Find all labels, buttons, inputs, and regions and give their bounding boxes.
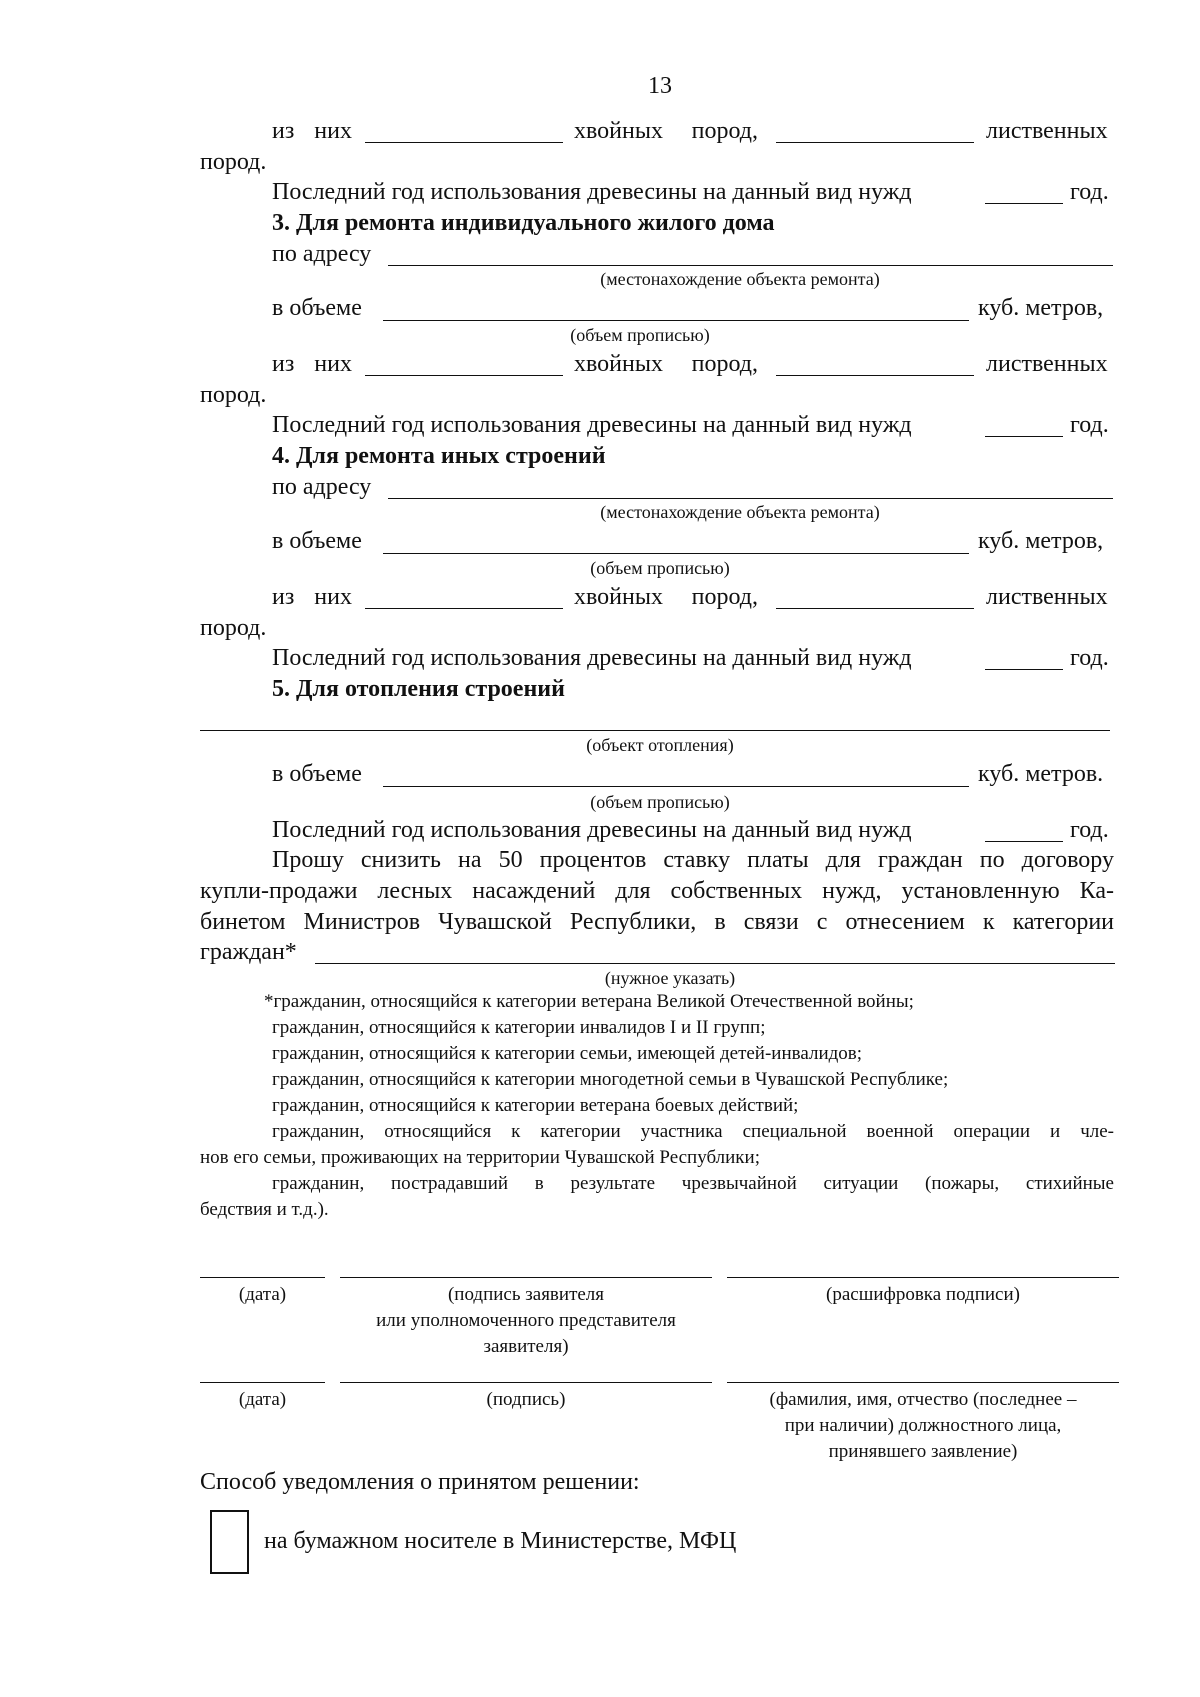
s3-hvoinyh: хвойных пород, <box>574 351 758 377</box>
s4-hint-volume: (объем прописью) <box>590 558 730 578</box>
top-listvennyh: лиственных <box>986 118 1108 144</box>
applicant-signature-label-2: или уполномоченного представителя <box>376 1310 676 1331</box>
official-name-label-3: принявшего заявление) <box>828 1441 1018 1462</box>
section-4-heading: 4. Для ремонта иных строений <box>272 443 606 469</box>
signature-decode-field[interactable] <box>727 1277 1119 1278</box>
category-field[interactable] <box>315 963 1115 964</box>
s3-v-obeme: в объеме <box>272 295 362 321</box>
s3-porod: пород. <box>200 382 267 408</box>
s4-volume-field[interactable] <box>383 553 969 554</box>
s3-hint-location: (местонахождение объекта ремонта) <box>600 269 880 289</box>
applicant-signature-field[interactable] <box>340 1277 712 1278</box>
s3-po-adresu: по адресу <box>272 241 372 267</box>
footnote-6a: гражданин, относящийся к категории участника специальной военной операции и чле- <box>272 1121 1114 1142</box>
s4-hvoinyh: хвойных пород, <box>574 584 758 610</box>
top-conifer-field[interactable] <box>365 142 563 143</box>
footnote-1: *гражданин, относящийся к категории ветерана Великой Отечественной войны; <box>264 991 914 1012</box>
footnote-2: гражданин, относящийся к категории инвалидов I и II групп; <box>272 1017 766 1038</box>
top-year-field[interactable] <box>985 203 1063 204</box>
footnote-4: гражданин, относящийся к категории многодетной семьи в Чувашской Республике; <box>272 1069 949 1090</box>
s4-po-adresu: по адресу <box>272 474 372 500</box>
s3-conifer-field[interactable] <box>365 375 563 376</box>
footnote-5: гражданин, относящийся к категории ветерана боевых действий; <box>272 1095 799 1116</box>
s3-kub: куб. метров, <box>978 295 1104 321</box>
s3-iz-nih: из них <box>272 351 352 377</box>
top-iz-nih: из них <box>272 118 352 144</box>
s4-porod: пород. <box>200 615 267 641</box>
page-number: 13 <box>648 73 672 99</box>
footnote-7a: гражданин, пострадавший в результате чрезвычайной ситуации (пожары, стихийные <box>272 1173 1114 1194</box>
s4-address-field[interactable] <box>388 498 1113 499</box>
category-hint: (нужное указать) <box>604 968 736 988</box>
s5-object-field[interactable] <box>200 730 1110 731</box>
s4-hint-location: (местонахождение объекта ремонта) <box>600 502 880 522</box>
footnote-7b: бедствия и т.д.). <box>200 1199 329 1220</box>
s5-hint-object: (объект отопления) <box>586 735 734 755</box>
signature-decode-label: (расшифровка подписи) <box>826 1284 1020 1305</box>
s3-god: год. <box>1070 412 1109 438</box>
footnote-3: гражданин, относящийся к категории семьи, имеющей детей-инвалидов; <box>272 1043 863 1064</box>
s5-v-obeme: в объеме <box>272 761 362 787</box>
official-name-field[interactable] <box>727 1382 1119 1383</box>
request-grazhdan: граждан* <box>200 939 297 965</box>
paper-option-label: на бумажном носителе в Министерстве, МФЦ <box>264 1528 737 1554</box>
top-porod: пород. <box>200 149 267 175</box>
s5-year-field[interactable] <box>985 841 1063 842</box>
top-hvoinyh: хвойных пород, <box>574 118 758 144</box>
s3-deciduous-field[interactable] <box>776 375 974 376</box>
s4-last-year: Последний год использования древесины на данный вид нужд <box>272 645 912 671</box>
s4-listvennyh: лиственных <box>986 584 1108 610</box>
s3-last-year: Последний год использования древесины на данный вид нужд <box>272 412 912 438</box>
s4-deciduous-field[interactable] <box>776 608 974 609</box>
date-1-field[interactable] <box>200 1277 325 1278</box>
footnote-6b: нов его семьи, проживающих на территории Чувашской Республики; <box>200 1147 760 1168</box>
top-last-year: Последний год использования древесины на данный вид нужд <box>272 179 912 205</box>
s3-year-field[interactable] <box>985 436 1063 437</box>
date-2-field[interactable] <box>200 1382 325 1383</box>
applicant-signature-label-1: (подпись заявителя <box>447 1284 605 1305</box>
request-line-2: купли-продажи лесных насаждений для собственных нужд, установленную Ка- <box>200 878 1114 904</box>
s3-volume-field[interactable] <box>383 320 969 321</box>
s4-iz-nih: из них <box>272 584 352 610</box>
date-1-label: (дата) <box>238 1284 287 1305</box>
s5-last-year: Последний год использования древесины на данный вид нужд <box>272 817 912 843</box>
s4-conifer-field[interactable] <box>365 608 563 609</box>
official-signature-label: (подпись) <box>486 1389 566 1410</box>
date-2-label: (дата) <box>238 1389 287 1410</box>
s4-god: год. <box>1070 645 1109 671</box>
request-line-3: бинетом Министров Чувашской Республики, в связи с отнесением к категории <box>200 909 1114 935</box>
official-signature-field[interactable] <box>340 1382 712 1383</box>
s4-year-field[interactable] <box>985 669 1063 670</box>
s3-address-field[interactable] <box>388 265 1113 266</box>
top-god: год. <box>1070 179 1109 205</box>
top-deciduous-field[interactable] <box>776 142 974 143</box>
request-line-1: Прошу снизить на 50 процентов ставку платы для граждан по договору <box>272 847 1114 873</box>
official-name-label-2: при наличии) должностного лица, <box>784 1415 1062 1436</box>
s5-kub: куб. метров. <box>978 761 1104 787</box>
applicant-signature-label-3: заявителя) <box>483 1336 569 1357</box>
s3-hint-volume: (объем прописью) <box>570 325 710 345</box>
s5-hint-volume: (объем прописью) <box>590 792 730 812</box>
section-3-heading: 3. Для ремонта индивидуального жилого дома <box>272 210 775 236</box>
section-5-heading: 5. Для отопления строений <box>272 676 565 702</box>
s4-v-obeme: в объеме <box>272 528 362 554</box>
s5-god: год. <box>1070 817 1109 843</box>
notify-title: Способ уведомления о принятом решении: <box>200 1469 640 1495</box>
s4-kub: куб. метров, <box>978 528 1104 554</box>
paper-option-checkbox[interactable] <box>210 1510 249 1574</box>
s5-volume-field[interactable] <box>383 786 969 787</box>
official-name-label-1: (фамилия, имя, отчество (последнее – <box>769 1389 1077 1410</box>
s3-listvennyh: лиственных <box>986 351 1108 377</box>
